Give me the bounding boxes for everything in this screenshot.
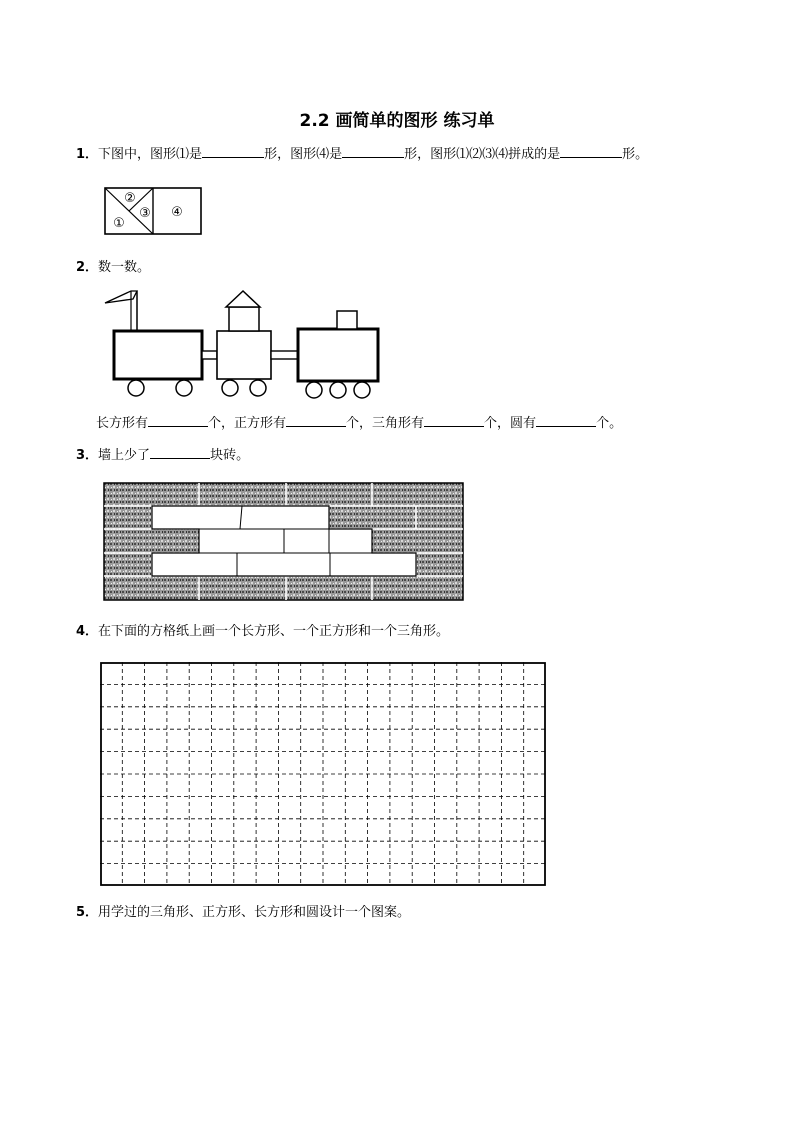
answer-blank[interactable] xyxy=(560,145,622,158)
answer-blank[interactable] xyxy=(150,446,210,459)
question-number: 5． xyxy=(76,905,99,920)
question-text: 形，图形⑷是 xyxy=(264,147,343,162)
question-number: 2． xyxy=(76,260,99,275)
answer-blank[interactable] xyxy=(342,145,404,158)
page-title: 2.2 画简单的图形 练习单 xyxy=(299,111,495,131)
question-2 xyxy=(76,259,150,277)
answer-text: 个，正方形有 xyxy=(208,416,287,431)
question-text: 墙上少了 xyxy=(98,448,151,463)
answer-text: 个，圆有 xyxy=(484,416,537,431)
figure-label-1: ① xyxy=(113,216,125,231)
question-2-answer xyxy=(96,414,622,433)
question-1 xyxy=(76,145,648,164)
grid-paper[interactable] xyxy=(100,662,546,886)
question-text: 在下面的方格纸上画一个长方形、一个正方形和一个三角形。 xyxy=(98,624,450,639)
answer-blank[interactable] xyxy=(148,414,208,427)
question-text: 形。 xyxy=(622,147,649,162)
brick-wall-figure xyxy=(104,483,464,601)
question-number: 3． xyxy=(76,448,99,463)
figure-label-3: ③ xyxy=(139,206,151,221)
answer-blank[interactable] xyxy=(202,145,264,158)
question-text: 数一数。 xyxy=(98,260,151,275)
question-number: 4． xyxy=(76,624,99,639)
question-text: 下图中，图形⑴是 xyxy=(98,147,203,162)
question-3 xyxy=(76,446,249,465)
question-4 xyxy=(76,623,449,641)
question-text: 用学过的三角形、正方形、长方形和圆设计一个图案。 xyxy=(98,905,411,920)
figure-label-4: ④ xyxy=(171,205,183,220)
answer-text: 个。 xyxy=(596,416,623,431)
question-number: 1． xyxy=(76,147,99,162)
tangram-figure xyxy=(104,186,202,236)
answer-blank[interactable] xyxy=(286,414,346,427)
answer-text: 长方形有 xyxy=(96,416,149,431)
answer-blank[interactable] xyxy=(424,414,484,427)
figure-label-2: ② xyxy=(124,191,136,206)
answer-text: 个，三角形有 xyxy=(346,416,425,431)
question-5 xyxy=(76,904,410,922)
question-text: 块砖。 xyxy=(210,448,250,463)
train-figure xyxy=(100,285,390,400)
answer-blank[interactable] xyxy=(536,414,596,427)
question-text: 形，图形⑴⑵⑶⑷拼成的是 xyxy=(404,147,561,162)
